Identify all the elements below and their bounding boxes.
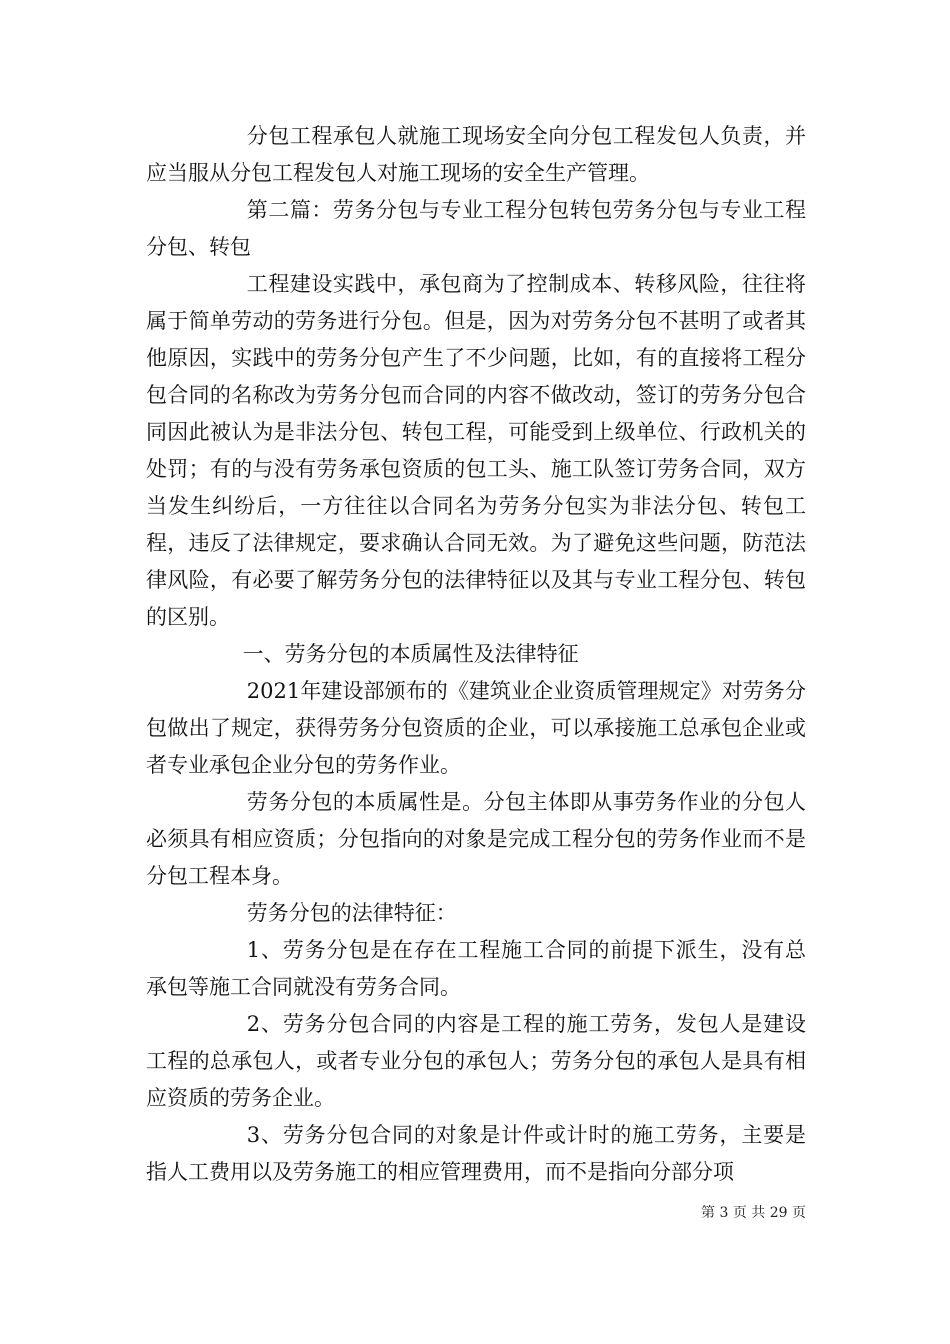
- paragraph-regulation: 2021年建设部颁布的《建筑业企业资质管理规定》对劳务分包做出了规定，获得劳务分包资质的企业，可以承接施工总承包企业或者专业承包企业分包的劳务作业。: [146, 679, 806, 777]
- paragraph-intro: 工程建设实践中，承包商为了控制成本、转移风险，往往将属于简单劳动的劳务进行分包。但是，因为对劳务分包不甚明了或者其他原因，实践中的劳务分包产生了不少问题，比如，有的直接将工程分包合同的名称改为劳务分包而合同的内容不做改动，签订的劳务分包合同因此被认为是非法分包、转包工程，可能受到上级单位、行政机关的处罚；有的与没有劳务承包资质的包工头、施工队签订劳务合同，双方当发生纠纷后，一方往往以合同名为劳务分包实为非法分包、转包工程，违反了法律规定，要求确认合同无效。为了避免这些问题，防范法律风险，有必要了解劳务分包的法律特征以及其与专业工程分包、转包的区别。: [146, 272, 806, 629]
- section-heading-chapter-2: 第二篇：劳务分包与专业工程分包转包劳务分包与专业工程分包、转包: [146, 198, 806, 259]
- document-body: [146, 118, 806, 1191]
- list-item-1: 1、劳务分包是在存在工程施工合同的前提下派生，没有总承包等施工合同就没有劳务合同。: [146, 938, 806, 999]
- list-item-2: 2、劳务分包合同的内容是工程的施工劳务，发包人是建设工程的总承包人，或者专业分包的承包人；劳务分包的承包人是具有相应资质的劳务企业。: [146, 1012, 806, 1110]
- section-heading-1: 一、劳务分包的本质属性及法律特征: [242, 642, 579, 666]
- list-item-3: 3、劳务分包合同的对象是计件或计时的施工劳务，主要是指人工费用以及劳务施工的相应管理费用，而不是指向分部分项: [146, 1123, 806, 1184]
- page-number-footer: 第 3 页 共 29 页: [701, 1205, 806, 1221]
- paragraph-1: 分包工程承包人就施工现场安全向分包工程发包人负责，并应当服从分包工程发包人对施工现场的安全生产管理。: [146, 124, 806, 185]
- paragraph-essence: 劳务分包的本质属性是。分包主体即从事劳务作业的分包人必须具有相应资质；分包指向的对象是完成工程分包的劳务作业而不是分包工程本身。: [146, 790, 806, 888]
- paragraph-legal-features-label: 劳务分包的法律特征：: [246, 901, 457, 925]
